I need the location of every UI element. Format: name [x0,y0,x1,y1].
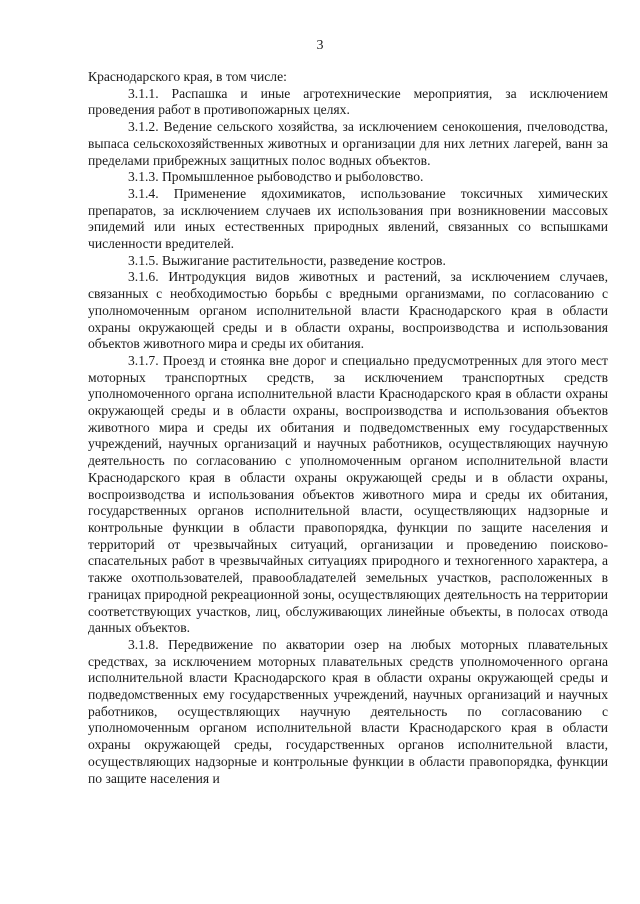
paragraph-3-1-6: 3.1.6. Интродукция видов животных и растений, за исключением случаев, связанных с необходимостью борьбы с вредными организмами, по согласованию с уполномоченным органом исполнительной власти Краснодарского края в области охраны окружающей среды и в области охраны, воспроизводства и использования объектов животного мира и среды их обитания. [88,269,608,352]
paragraph-intro: Краснодарского края, в том числе: [88,69,287,84]
paragraph-3-1-1: 3.1.1. Распашка и иные агротехнические мероприятия, за исключением проведения работ в противопожарных целях. [88,85,608,118]
paragraph-3-1-2: 3.1.2. Ведение сельского хозяйства, за исключением сенокошения, пчеловодства, выпаса сельскохозяйственных животных и организации для них летних лагерей, ванн за пределами прибрежных защитных полос водных объектов. [88,119,608,168]
paragraph-3-1-8: 3.1.8. Передвижение по акватории озер на любых моторных плавательных средствах, за исключением моторных плавательных средств уполномоченного органа исполнительной власти Краснодарского края в области охраны окружающей среды и подведомственных ему государственных учреждений, научных организаций и научных работников, осуществляющих научную деятельность по согласованию с уполномоченным органом исполнительной власти Краснодарского края в области охраны окружающей среды, государственных органов исполнительной власти, осуществляющих надзорные и контрольные функции в области правопорядка, функции по защите населения и [88,636,608,786]
paragraph-3-1-3: 3.1.3. Промышленное рыбоводство и рыболовство. [128,169,424,185]
paragraph-3-1-5: 3.1.5. Выжигание растительности, разведение костров. [128,252,446,268]
paragraph-3-1-7: 3.1.7. Проезд и стоянка вне дорог и специально предусмотренных для этого мест моторных транспортных средств, за исключением транспортных средств уполномоченного органа исполнительной власти Краснодарского края в области охраны окружающей среды и в области охраны, воспроизводства и использования объектов животного мира и среды их обитания и подведомственных ему государственных учреждений, научных организаций и научных работников, осуществляющих научную деятельность по согласованию с уполномоченным органом исполнительной власти Краснодарского края в области охраны окружающей среды и в области охраны, воспроизводства и использования объектов животного мира и среды их обитания, государственных органов исполнительной власти, осуществляющих надзорные и контрольные функции в области правопорядка, функции по защите населения и территорий от чрезвычайных ситуаций, организации и проведению поисково-спасательных работ в чрезвычайных ситуациях природного и техногенного характера, а также охотпользователей, правообладателей земельных участков, расположенных в границах природной рекреационной зоны, осуществляющих деятельность на территории соответствующих участков, лиц, обслуживающих линейные объекты, в полосах отвода данных объектов. [88,352,608,636]
document-body [88,69,608,787]
paragraph-3-1-4: 3.1.4. Применение ядохимикатов, использование токсичных химических препаратов, за исключением случаев их использования при возникновении массовых эпидемий или иных естественных природных явлений, связанных со вспышками численности вредителей. [88,185,608,252]
page-number: 3 [316,38,324,53]
